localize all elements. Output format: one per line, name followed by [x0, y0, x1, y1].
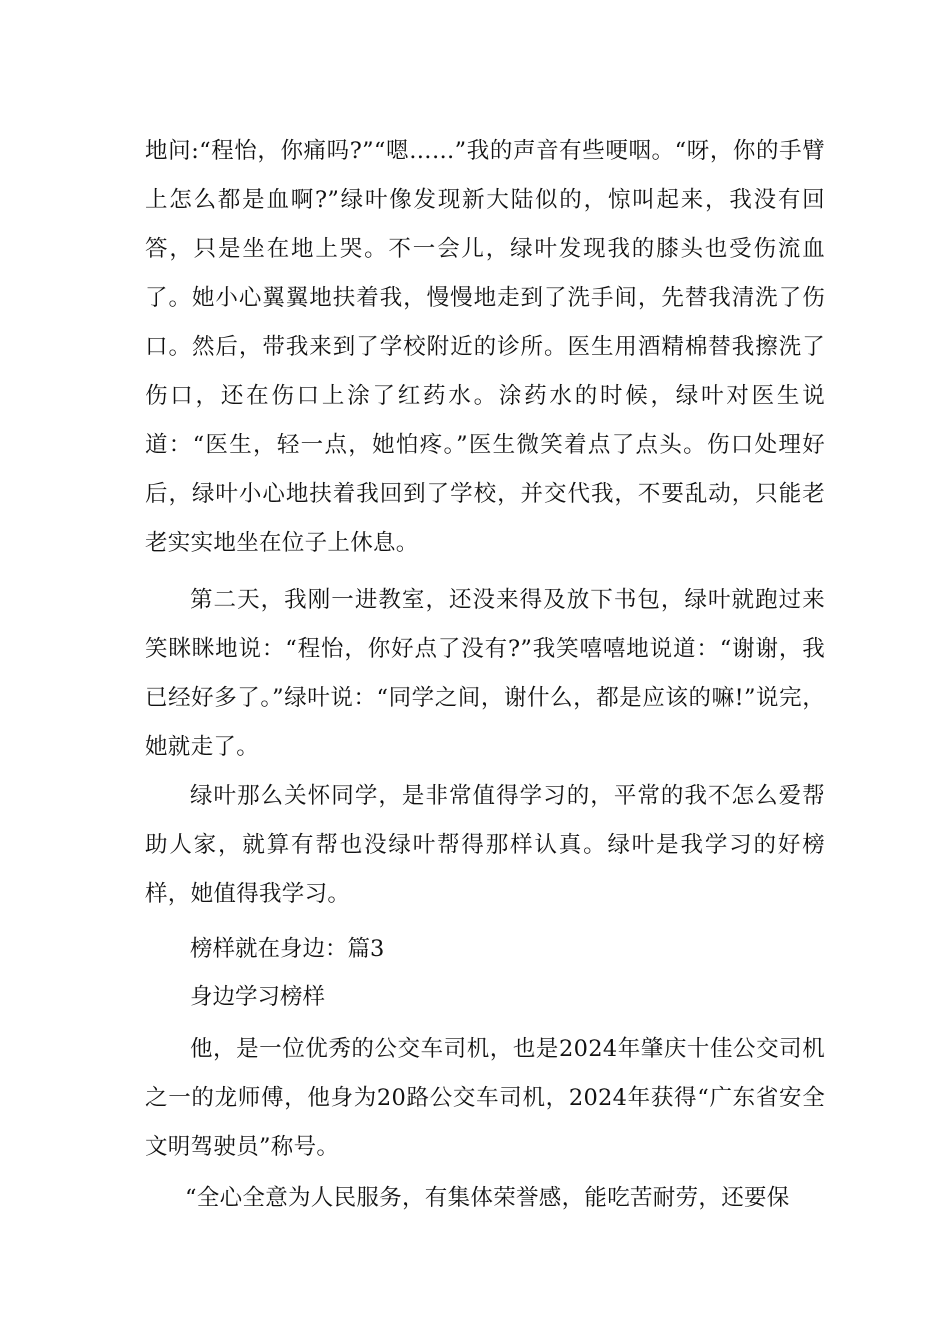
section-heading: 榜样就在身边：篇3	[190, 936, 385, 962]
paragraph-5: “全心全意为人民服务，有集体荣誉感，能吃苦耐劳，还要保	[185, 1185, 790, 1211]
paragraph-3: 绿叶那么关怀同学，是非常值得学习的，平常的我不怎么爱帮助人家，就算有帮也没绿叶帮得那样认真。绿叶是我学习的好榜样，她值得我学习。	[145, 783, 825, 907]
section-subtitle: 身边学习榜样	[190, 984, 326, 1010]
paragraph-4: 他，是一位优秀的公交车司机，也是2024年肇庆十佳公交司机之一的龙师傅，他身为20路公交车司机，2024年获得“广东省安全文明驾驶员”称号。	[145, 1036, 825, 1160]
paragraph-1: 地问:“程怡，你痛吗?”“嗯……”我的声音有些哽咽。“呀，你的手臂上怎么都是血啊?”绿叶像发现新大陆似的，惊叫起来，我没有回答，只是坐在地上哭。不一会儿，绿叶发现我的膝头也受伤流血了。她小心翼翼地扶着我，慢慢地走到了洗手间，先替我清洗了伤口。然后，带我来到了学校附近的诊所。医生用酒精棉替我擦洗了伤口，还在伤口上涂了红药水。涂药水的时候，绿叶对医生说道：“医生，轻一点，她怕疼。”医生微笑着点了点头。伤口处理好后，绿叶小心地扶着我回到了学校，并交代我，不要乱动，只能老老实实地坐在位子上休息。	[145, 138, 825, 556]
paragraph-2: 第二天，我刚一进教室，还没来得及放下书包，绿叶就跑过来笑眯眯地说：“程怡，你好点了没有?”我笑嘻嘻地说道：“谢谢，我已经好多了。”绿叶说：“同学之间，谢什么，都是应该的嘛!”说完，她就走了。	[145, 587, 825, 760]
